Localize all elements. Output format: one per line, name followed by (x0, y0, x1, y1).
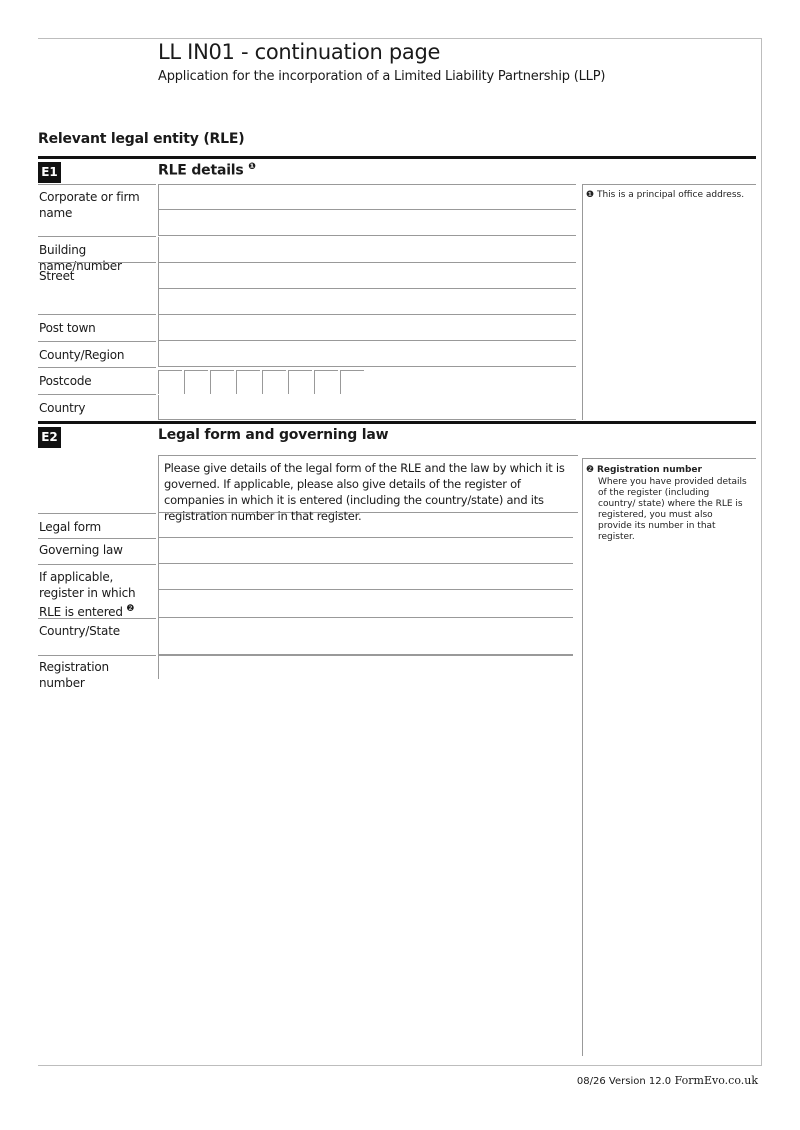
label-postcode: Postcode (39, 374, 92, 388)
county-field[interactable] (158, 341, 576, 367)
label-divider (38, 341, 156, 342)
label-divider (38, 618, 156, 619)
postcode-cell[interactable] (288, 370, 312, 394)
label-registration-number: Registration number (39, 660, 109, 690)
label-street: Street (39, 269, 75, 283)
label-register (39, 569, 151, 620)
postcode-cell[interactable] (314, 370, 338, 394)
registration-number-field[interactable] (158, 655, 573, 679)
footer-version: 08/26 Version 12.0 (576, 1076, 672, 1087)
street-field-2[interactable] (158, 289, 576, 315)
section-e2-title: Legal form and governing law (158, 427, 389, 443)
register-field-1[interactable] (158, 564, 573, 590)
building-field[interactable] (158, 237, 576, 263)
label-register-text: If applicable, register in which RLE is entered (39, 570, 136, 619)
note-2-text: Where you have provided details of the register (including country/ state) where the RLE is registered, you must also provide its number in that register. (598, 477, 747, 542)
label-divider (38, 394, 156, 395)
street-field-1[interactable] (158, 263, 576, 289)
label-post-town: Post town (39, 321, 96, 335)
note-2-marker: ❷ (126, 604, 135, 614)
label-divider (38, 367, 156, 368)
label-column-top-line (38, 184, 156, 185)
section-e1-code: E1 (38, 162, 61, 183)
note-1 (586, 190, 754, 201)
legal-form-field[interactable] (158, 513, 573, 538)
instructions-text: Please give details of the legal form of the RLE and the law by which it is governed. If applicable, please also give details of the register of companies in which it is entered (including the country/state) and its registration number in that register. (164, 461, 565, 523)
label-country: Country (39, 401, 86, 415)
label-divider (38, 314, 156, 315)
note-1-top-line (582, 184, 756, 185)
note-2-top-line (582, 458, 756, 459)
section-heading: Relevant legal entity (RLE) (38, 131, 245, 147)
note-1-text: This is a principal office address. (596, 190, 745, 200)
postcode-cell[interactable] (210, 370, 234, 394)
postcode-cell[interactable] (340, 370, 364, 394)
note-2-title: Registration number (596, 465, 702, 475)
label-corporate-name: Corporate or firm name (39, 190, 140, 220)
section-e1-rule (38, 156, 756, 159)
post-town-field[interactable] (158, 315, 576, 341)
register-field-2[interactable] (158, 590, 573, 618)
footer-brand: FormEvo.co.uk (674, 1074, 758, 1087)
postcode-cell[interactable] (158, 370, 182, 394)
note-1-marker: ❶ (248, 162, 256, 172)
label-divider (38, 262, 156, 263)
label-county: County/Region (39, 348, 125, 362)
corporate-name-field-2[interactable] (158, 210, 576, 236)
governing-law-field[interactable] (158, 538, 573, 564)
section-e2-rule (38, 421, 756, 424)
label-building: Building name/number (39, 243, 122, 273)
postcode-cell[interactable] (236, 370, 260, 394)
form-title: LL IN01 - continuation page (158, 40, 441, 64)
label-divider (38, 236, 156, 237)
section-e1-title-text: RLE details (158, 162, 244, 179)
corporate-name-field-1[interactable] (158, 184, 576, 210)
label-divider (38, 655, 156, 656)
note-2-left-line (582, 458, 583, 1056)
page-frame-top (38, 38, 762, 39)
country-field[interactable] (158, 395, 576, 420)
page-frame-right (761, 38, 762, 1066)
label-legal-form: Legal form (39, 520, 101, 534)
postcode-cell[interactable] (184, 370, 208, 394)
note-1-left-line (582, 184, 583, 420)
label-governing-law: Governing law (39, 543, 123, 557)
note-1-marker-icon: ❶ (586, 190, 595, 200)
page-frame-bottom (38, 1065, 762, 1066)
note-2 (586, 465, 748, 543)
footer (577, 1074, 758, 1087)
country-state-field[interactable] (158, 618, 573, 655)
label-country-state: Country/State (39, 624, 120, 638)
section-e1-title (158, 162, 256, 179)
form-subtitle: Application for the incorporation of a Limited Liability Partnership (LLP) (158, 69, 606, 84)
note-2-marker-icon: ❷ (586, 465, 595, 475)
label-divider (38, 564, 156, 565)
postcode-cell[interactable] (262, 370, 286, 394)
label-divider (38, 538, 156, 539)
section-e2-code: E2 (38, 427, 61, 448)
label-divider (38, 513, 156, 514)
